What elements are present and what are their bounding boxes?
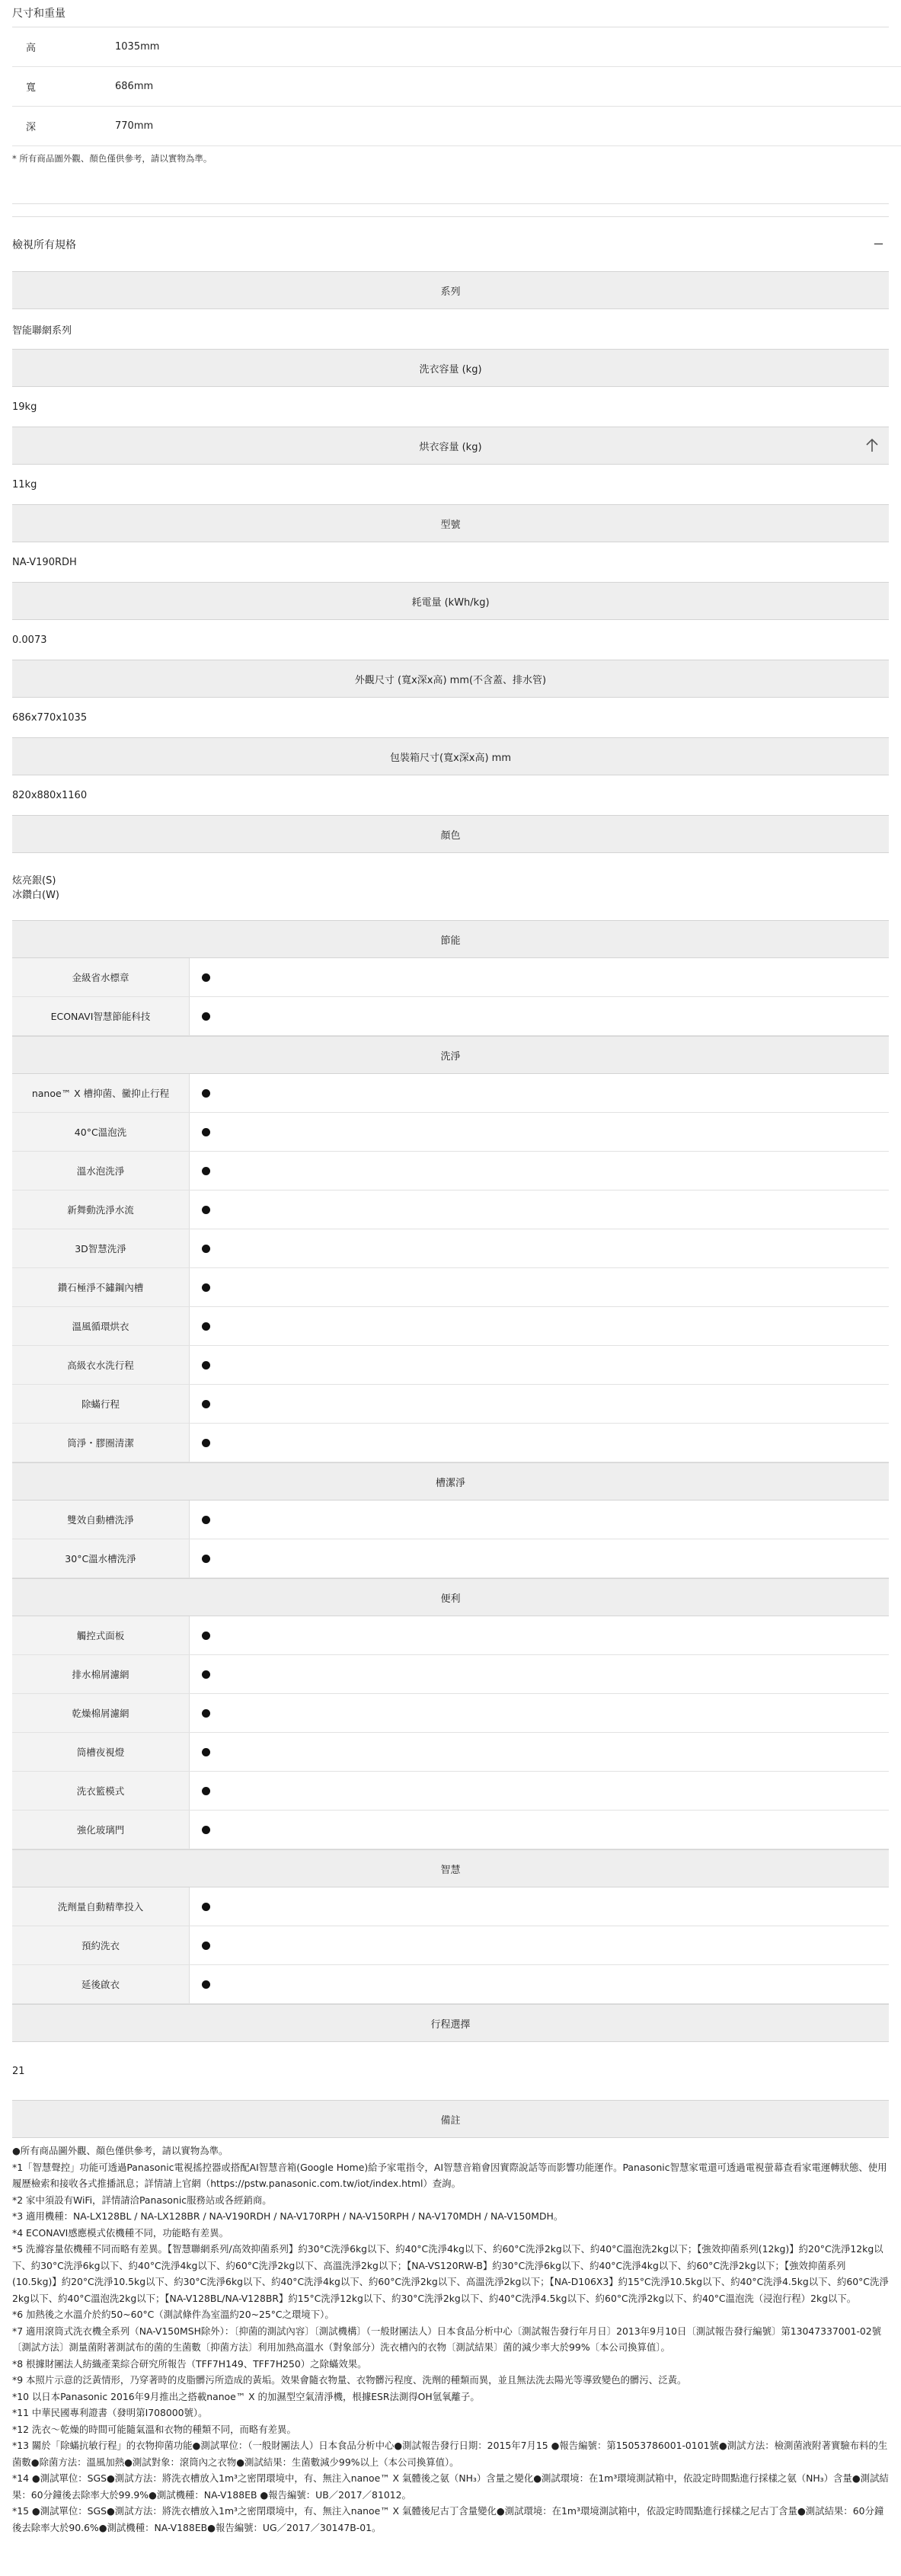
remark-line: *14 ●測試單位：SGS●測試方法：將洗衣槽放入1m³之密閉環境中，有、無注入nanoe™ X 氣體後之氨（NH₃）含量之變化●測試環境：在1m³環境測試箱中，依設定時間點進行採樣之氨（NH₃）含量●測試結果：60分鐘後去除率大於99.9%●測試機種：NA-V188EB ●報告編號：UB／2017／81012。 [12, 2472, 889, 2501]
spec-value [12, 620, 889, 660]
feature-value [190, 1424, 889, 1462]
feature-row [12, 1694, 889, 1733]
feature-label: 3D智慧洗淨 [12, 1229, 190, 1267]
feature-row [12, 1733, 889, 1772]
spec-value-line: 11kg [12, 478, 37, 491]
feature-value [190, 1772, 889, 1810]
supported-dot-icon [202, 1361, 210, 1369]
supported-dot-icon [202, 973, 210, 982]
feature-row [12, 1539, 889, 1578]
feature-label: 除蟎行程 [12, 1385, 190, 1423]
feature-group-header: 槽潔淨 [12, 1462, 889, 1501]
feature-value [190, 1539, 889, 1577]
dimension-row [12, 107, 901, 146]
spec-value [12, 542, 889, 582]
spec-header [12, 427, 889, 465]
spec-value [12, 465, 889, 504]
dimension-value: 686mm [115, 81, 154, 92]
spec-list [12, 271, 889, 920]
remark-line: *11 中華民國專利證書（發明第I708000號）。 [12, 2407, 208, 2418]
supported-dot-icon [202, 1245, 210, 1253]
feature-row [12, 1268, 889, 1307]
feature-value [190, 1733, 889, 1771]
supported-dot-icon [202, 1400, 210, 1408]
dimension-label: 高 [26, 43, 37, 54]
feature-value [190, 958, 889, 996]
feature-row [12, 1887, 889, 1926]
feature-value [190, 1268, 889, 1306]
feature-value [190, 1811, 889, 1849]
supported-dot-icon [202, 1748, 210, 1756]
feature-label: ECONAVI智慧節能科技 [12, 997, 190, 1035]
feature-row [12, 1811, 889, 1849]
spec-header [12, 271, 889, 309]
feature-row [12, 1229, 889, 1268]
feature-value [190, 1926, 889, 1964]
feature-groups [12, 920, 889, 2004]
feature-label: 排水棉屑濾網 [12, 1655, 190, 1693]
feature-row [12, 1772, 889, 1811]
feature-value [190, 1501, 889, 1539]
remark-line: ●所有商品圖外觀、顏色僅供參考，請以實物為準。 [12, 2145, 228, 2156]
supported-dot-icon [202, 1632, 210, 1640]
remark-line: *9 本照片示意的泛黃情形，乃穿著時的皮脂髒污所造成的黃垢。效果會隨衣物量、衣物髒污程度、洗劑的種類而異，並且無法洗去陽光等導致變色的髒污、泛黃。 [12, 2374, 687, 2386]
feature-value [190, 1229, 889, 1267]
feature-label: 鑽石極淨不鏽鋼內槽 [12, 1268, 190, 1306]
feature-row [12, 1616, 889, 1655]
feature-row [12, 1965, 889, 2004]
dimension-value: 770mm [115, 120, 154, 132]
remark-line: *7 適用滾筒式洗衣機全系列（NA-V150MSH除外）：〔抑菌的測試內容〕〔測試機構〕（一般財團法人）日本食品分析中心〔測試報告發行年月日〕2013年9月10日〔測試報告發行編號〕第13047337001-02號〔測試方法〕測量菌附著測試布的菌的生菌數〔抑菌方法〕利用加熱高溫水（對象部分）洗衣槽內的衣物〔測試結果〕菌的減少率大於99%〔本公司換算值〕。 [12, 2325, 882, 2353]
feature-group-header: 節能 [12, 920, 889, 958]
feature-value [190, 1307, 889, 1345]
feature-group-header: 智慧 [12, 1849, 889, 1887]
dimension-value: 1035mm [115, 41, 160, 53]
spec-header-label: 包裝箱尺寸(寬x深x高) mm [390, 752, 511, 764]
remarks-notes [12, 2138, 889, 2543]
feature-label: 強化玻璃門 [12, 1811, 190, 1849]
feature-label: 筒淨・膠圈清潔 [12, 1424, 190, 1462]
remark-line: *1「智慧聲控」功能可透過Panasonic電視搖控器或搭配AI智慧音箱(Google Home)給予家電指令，AI智慧音箱會因實際說話等而影響功能運作。Panasonic智慧家電還可透過電視螢幕查看家電運轉狀態、使用履歷檢索和接收各式推播訊息；詳情請上官網（https://pstw.panasonic.com.tw/iot/index.html）查詢。 [12, 2161, 887, 2189]
spec-header-label: 烘衣容量 (kg) [419, 441, 482, 453]
supported-dot-icon [202, 1942, 210, 1950]
spec-value-line: 820x880x1160 [12, 789, 88, 801]
feature-label: 金級省水標章 [12, 958, 190, 996]
supported-dot-icon [202, 1555, 210, 1563]
spec-value-line: 炫亮銀(S) [12, 875, 56, 887]
view-all-specs-label: 檢視所有規格 [12, 238, 76, 251]
feature-label: 洗劑量自動精準投入 [12, 1887, 190, 1926]
feature-row [12, 1655, 889, 1694]
remark-line: *12 洗衣～乾燥的時間可能隨氣溫和衣物的種類不同，而略有差異。 [12, 2423, 296, 2435]
remark-line: *3 適用機種：NA-LX128BL / NA-LX128BR / NA-V190RDH / NA-V170RPH / NA-V150RPH / NA-V170MDH / NA-V150MDH。 [12, 2210, 564, 2222]
feature-row [12, 1074, 889, 1113]
remark-line: *5 洗滌容量依機種不同而略有差異。【智慧聯網系列/高效抑菌系列】約30°C洗淨6kg以下、約40°C洗淨4kg以下、約60°C洗淨2kg以下、約40°C溫泡洗2kg以下；【強效抑菌系列(12kg)】約20°C洗淨12kg以下、約30°C洗淨6kg以下、約40°C洗淨4kg以下、約60°C洗淨2kg以下、高溫洗淨2kg以下；【NA-VS120RW-B】約30°C洗淨6kg以下、約40°C洗淨4kg以下、約60°C洗淨2kg以下；【強效抑菌系列(10.5kg)】約20°C洗淨10.5kg以下、約30°C洗淨6kg以下、約40°C洗淨4kg以下、約60°C洗淨2kg以下、高溫洗淨2kg以下；【NA-D106X3】約15°C洗淨10.5kg以下、約40°C洗淨4.5kg以下、約60°C洗淨2kg以下、約40°C溫泡洗2kg以下；【NA-V128BL/NA-V128BR】約15°C洗淨12kg以下、約30°C洗淨2kg以下、約40°C洗淨4.5kg以下、約60°C洗淨2kg以下、約40°C溫泡洗（浸泡行程）2kg以下。 [12, 2243, 889, 2304]
feature-label: 溫風循環烘衣 [12, 1307, 190, 1345]
remark-line: *4 ECONAVI感應模式依機種不同，功能略有差異。 [12, 2226, 228, 2239]
spec-value-line: 0.0073 [12, 634, 47, 646]
spec-header [12, 349, 889, 387]
feature-row [12, 1385, 889, 1424]
feature-label: 溫水泡洗淨 [12, 1152, 190, 1190]
view-all-specs-toggle[interactable] [12, 216, 889, 271]
dimensions-title: 尺寸和重量 [12, 0, 889, 27]
supported-dot-icon [202, 1128, 210, 1136]
supported-dot-icon [202, 1787, 210, 1795]
spec-value: 21 [12, 2065, 25, 2077]
feature-value [190, 1074, 889, 1112]
spec-header-label: 系列 [440, 286, 461, 298]
feature-row [12, 1424, 889, 1462]
feature-label: 筒槽夜視燈 [12, 1733, 190, 1771]
feature-label: 延後啟衣 [12, 1965, 190, 2003]
feature-row [12, 1191, 889, 1229]
supported-dot-icon [202, 1439, 210, 1447]
supported-dot-icon [202, 1516, 210, 1524]
feature-group-header: 洗淨 [12, 1036, 889, 1074]
spec-header-label: 外觀尺寸 (寬x深x高) mm(不含蓋、排水管) [354, 674, 547, 686]
feature-value [190, 1694, 889, 1732]
feature-label: 新舞動洗淨水流 [12, 1191, 190, 1229]
dimension-label: 寬 [26, 82, 37, 94]
feature-row [12, 1113, 889, 1152]
spec-value-line: 19kg [12, 401, 37, 413]
spec-header-label: 型號 [440, 519, 461, 531]
feature-value [190, 1887, 889, 1926]
dimension-row [12, 27, 901, 67]
feature-value [190, 1965, 889, 2003]
feature-row [12, 1501, 889, 1539]
spec-header [12, 815, 889, 853]
spec-header [12, 504, 889, 542]
remark-line: *15 ●測試單位：SGS●測試方法：將洗衣槽放入1m³之密閉環境中，有、無注入nanoe™ X 氣體後尼古丁含量變化●測試環境：在1m³環境測試箱中，依設定時間點進行採樣之尼古丁含量●測試結果：60分鐘後去除率大於90.6%●測試機種：NA-V188EB●報告編號：UG／2017／30147B-01。 [12, 2505, 884, 2533]
feature-label: nanoe™ X 槽抑菌、黴抑止行程 [12, 1074, 190, 1112]
supported-dot-icon [202, 1089, 210, 1098]
feature-row [12, 997, 889, 1036]
supported-dot-icon [202, 1980, 210, 1989]
feature-row [12, 1926, 889, 1965]
spec-value [12, 698, 889, 737]
feature-label: 洗衣籃模式 [12, 1772, 190, 1810]
spec-value-line: NA-V190RDH [12, 556, 77, 568]
feature-value [190, 1616, 889, 1654]
feature-row [12, 1346, 889, 1385]
remark-line: *8 根據財團法人紡織產業綜合研究所報告（TFF7H149、TFF7H250）之除蟎效果。 [12, 2357, 367, 2370]
remark-line: *10 以日本Panasonic 2016年9月推出之搭載nanoe™ X 的加濕型空氣清淨機，根據ESR法測得OH氫氧離子。 [12, 2390, 480, 2402]
feature-value [190, 1346, 889, 1384]
supported-dot-icon [202, 1670, 210, 1679]
feature-row [12, 958, 889, 997]
spec-header [12, 737, 889, 775]
feature-value [190, 1191, 889, 1229]
feature-value [190, 1152, 889, 1190]
spec-value [12, 853, 889, 920]
supported-dot-icon [202, 1709, 210, 1718]
image-disclaimer: * 所有商品圖外觀、顏色僅供參考，請以實物為準。 [12, 146, 889, 204]
remark-line: *13 關於「除蟎抗敏行程」的衣物抑菌功能●測試單位：（一般財團法人）日本食品分析中心●測試報告發行日期：2015年7月15 ●報告編號：第15053786001-0101號●測試方法：檢測菌液附著實驗布料的生菌數●除菌方法：溫風加熱●測試對象：滾筒內之衣物●測試結果：生菌數減少99%以上（本公司換算值）。 [12, 2440, 888, 2468]
spec-header-label: 耗電量 (kWh/kg) [411, 596, 490, 609]
supported-dot-icon [202, 1826, 210, 1834]
feature-value [190, 997, 889, 1035]
feature-value [190, 1113, 889, 1151]
feature-label: 觸控式面板 [12, 1616, 190, 1654]
feature-row [12, 1307, 889, 1346]
supported-dot-icon [202, 1322, 210, 1331]
supported-dot-icon [202, 1206, 210, 1214]
spec-value-line: 686x770x1035 [12, 711, 88, 724]
spec-value [12, 387, 889, 427]
supported-dot-icon [202, 1903, 210, 1911]
back-to-top-icon[interactable] [863, 436, 881, 455]
spec-header-label: 洗衣容量 (kg) [419, 363, 482, 376]
spec-value [12, 309, 889, 349]
feature-group-header: 便利 [12, 1578, 889, 1616]
feature-label: 乾燥棉屑濾網 [12, 1694, 190, 1732]
remark-line: *6 加熱後之水溫介於約50~60°C（測試條件為室溫約20~25°C之環境下）。 [12, 2309, 334, 2320]
spec-header: 備註 [12, 2100, 889, 2138]
dimension-row [12, 67, 901, 107]
feature-row [12, 1152, 889, 1191]
spec-header: 行程選擇 [12, 2004, 889, 2042]
feature-value [190, 1655, 889, 1693]
spec-value-line: 冰鑽白(W) [12, 890, 59, 901]
remark-line: *2 家中須設有WiFi，詳情請洽Panasonic服務站或各經銷商。 [12, 2194, 272, 2206]
feature-label: 30°C溫水槽洗淨 [12, 1539, 190, 1577]
dimension-label: 深 [26, 122, 37, 133]
spec-header [12, 660, 889, 698]
collapse-icon[interactable]: − [872, 236, 884, 252]
feature-label: 高級衣水洗行程 [12, 1346, 190, 1384]
feature-value [190, 1385, 889, 1423]
spec-value [12, 775, 889, 815]
supported-dot-icon [202, 1012, 210, 1021]
feature-label: 40°C溫泡洗 [12, 1113, 190, 1151]
supported-dot-icon [202, 1167, 210, 1175]
spec-value-line: 智能聯網系列 [12, 324, 72, 337]
feature-label: 雙效自動槽洗淨 [12, 1501, 190, 1539]
feature-label: 預約洗衣 [12, 1926, 190, 1964]
spec-header-label: 顏色 [440, 829, 461, 842]
spec-header [12, 582, 889, 620]
dimensions-table [12, 27, 901, 146]
supported-dot-icon [202, 1283, 210, 1292]
